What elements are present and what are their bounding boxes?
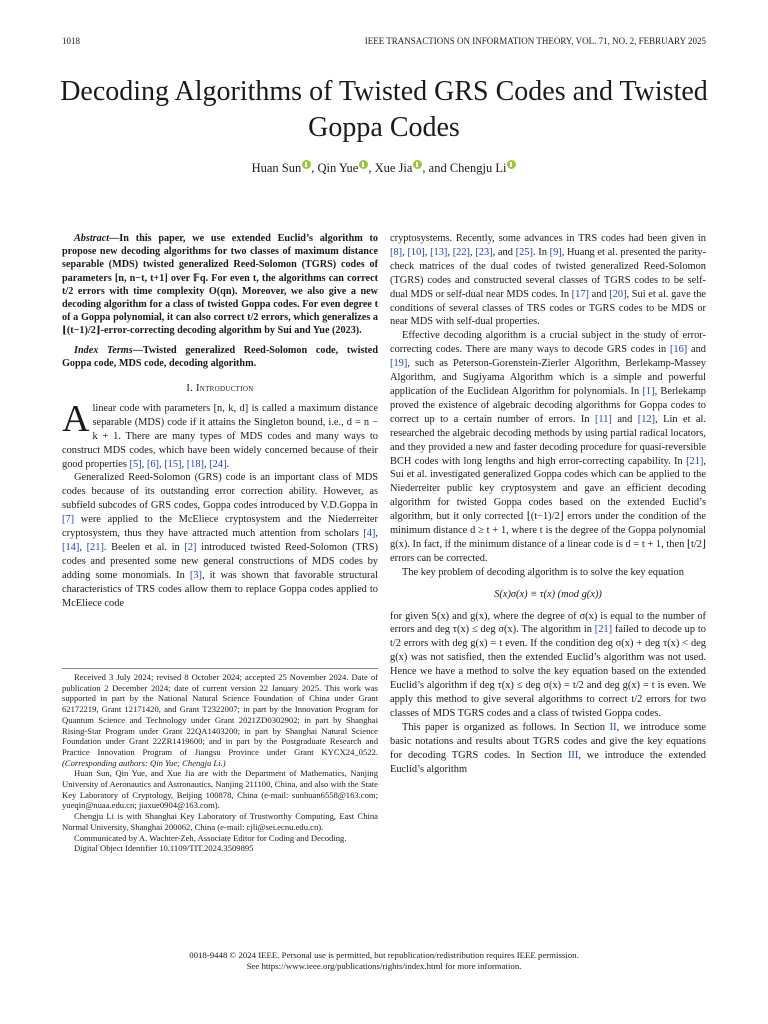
citation-link[interactable]: [21] (686, 455, 704, 467)
citation-link[interactable]: [14] (62, 542, 80, 553)
body-text: , (424, 246, 431, 258)
body-text: , (158, 458, 165, 470)
body-text: , (141, 458, 147, 470)
footnote-paragraph: Chengju Li is with Shanghai Key Laboratory of Trustworthy Computing, East China Normal University, Shanghai 200062, China (e-mail: cjli@sei.ecnu.edu.cn). (62, 811, 378, 832)
citation-link[interactable]: [16] (669, 344, 688, 356)
citation-link[interactable]: [6] (146, 458, 159, 470)
abstract-text: —In this paper, we use extended Euclid’s algorithm to propose new decoding algorithms for two classes of maximum distance separable (MDS) twisted generalized Reed-Solomon (TGRS) codes of parameters [n, n−t, t+1] over 𝔽q. For even t, the algorithms can correct t/2 errors with time complexity O(qn). Moreover, we also give a new decoding algorithm for a class of twisted Goppa codes. For even degree t of a Goppa polynomial, it can also correct t/2 errors, which generalizes a ⌊(t−1)/2⌋-error-correcting decoding algorithm by Sui and Yue (2023). (62, 233, 378, 337)
body-text: and (588, 288, 610, 300)
author-name: and Chengju Li (428, 161, 507, 175)
body-text: , (402, 246, 408, 258)
body-text: . Beelen et al. in (103, 542, 185, 553)
body-text: failed to decode up to t/2 errors with deg g(x) = t even. If the condition deg σ(x) + deg τ(x) < deg g(x) was not satisfied, then the extended Euclid’s algorithm was not used. Hence we have a method to solve the key equation based on the extended Euclid’s algorithm if deg τ(x) ≤ deg σ(x) = t/2 and deg g(x) = t is even. We apply this method to give several algorithms to correct t/2 errors for two classes of MDS TGRS codes and a class of twisted Goppa codes. (390, 624, 706, 719)
author-name: Huan Sun (251, 161, 302, 175)
body-text: , (181, 458, 187, 470)
footnote-text: Received 3 July 2024; revised 8 October 2024; accepted 25 November 2024. Date of publication 2 December 2024; date of current version 22 January 2025. This work was supported in part by the National Natural Science Foundation of China under Grant 62172219, Grant 12171420, and Grant T2322007; in part by the Innovation Program for Quantum Science and Technology under Grant 2021ZD0302902; in part by Shanghai Rising-Star Program under Grant 22QA1403200; in part by Shanghai Natural Science Foundation under Grant 22ZR1419600; and in part by the Postgraduate Research and Practice Innovation Program of Jiangsu Province under Grant KYCX24_0522. (62, 672, 378, 757)
section-title: Introduction (195, 383, 254, 395)
intro-paragraph (62, 471, 378, 610)
citation-link[interactable]: [8] (390, 246, 403, 258)
body-text: , (375, 528, 378, 540)
footnote-paragraph: Communicated by A. Wachter-Zeh, Associate Editor for Coding and Decoding. (74, 832, 347, 843)
body-text: , we introduce the extended Euclid’s algorithm (390, 749, 706, 775)
author-name: Qin Yue (317, 161, 359, 175)
index-terms-label: Index Terms (74, 344, 133, 356)
citation-link[interactable]: [9] (549, 246, 562, 258)
body-paragraph: The key problem of decoding algorithm is to solve the key equation (402, 566, 684, 578)
body-text: , Lin et al. researched the algebraic decoding methods by using partial radical locators, and they provided a new and faster decoding procedure for quasi-reversible BCH codes with long lengths and high error-correcting capability. In (390, 413, 706, 467)
body-text: and (687, 344, 706, 356)
copyright-line: 0018-9448 © 2024 IEEE. Personal use is permitted, but republication/redistribution requires IEEE permission. (189, 950, 579, 960)
citation-link[interactable]: [4] (363, 528, 376, 540)
body-text: , and (492, 246, 516, 258)
citation-link[interactable]: [2] (184, 542, 197, 553)
doi: Digital Object Identifier 10.1109/TIT.2024.3509895 (74, 843, 254, 854)
copyright-url[interactable]: See https://www.ieee.org/publications/rights/index.html for more information. (246, 961, 522, 971)
body-text: This paper is organized as follows. In Section (402, 721, 610, 733)
intro-paragraph (62, 397, 378, 472)
citation-link[interactable]: [25] (515, 246, 533, 258)
author-name: Xue Jia (374, 161, 413, 175)
citation-link[interactable]: [13] (430, 246, 448, 258)
footnote-paragraph: Huan Sun, Qin Yue, and Xue Jia are with the Department of Mathematics, Nanjing University of Aeronautics and Astronautics, Nanjing 211100, China, and also with the State Key Laboratory of Cryptology, Beijing 100878, China (e-mail: sunhuan6558@163.com; yueqin@nuaa.edu.cn; jiaxue0904@163.com). (62, 768, 378, 811)
index-terms-text: —Twisted generalized Reed-Solomon code, twisted Goppa code, MDS code, decoding algorithm. (62, 344, 378, 369)
citation-link[interactable]: [5] (129, 458, 142, 470)
journal-name: IEEE TRANSACTIONS ON INFORMATION THEORY, VOL. 71, NO. 2, FEBRUARY 2025 (364, 36, 706, 46)
body-text: , Huang et al. presented the parity-check matrices of the dual codes of twisted generalized Reed-Solomon (TGRS) codes and constructed several classes of TGRS codes to be self-dual MDS or self-dual near MDS codes. In (390, 246, 707, 300)
section-link[interactable]: III (567, 749, 579, 761)
left-column (62, 232, 378, 611)
right-column (390, 232, 706, 776)
footnote-paragraph (62, 672, 378, 768)
section-numeral: I. (186, 383, 196, 395)
body-text: . (226, 458, 230, 470)
body-text: , (447, 246, 453, 258)
author-list: Huan Sun , Qin Yue , Xue Jia , and Chengju Li (60, 160, 708, 176)
body-paragraph (390, 721, 706, 777)
citation-link[interactable]: [23] (475, 246, 493, 258)
body-text: . In (532, 246, 550, 258)
citation-link[interactable]: [19] (390, 358, 408, 370)
citation-link[interactable]: [10] (407, 246, 425, 258)
paper-title: Decoding Algorithms of Twisted GRS Codes and Twisted Goppa Codes (60, 76, 708, 143)
body-text: , (204, 458, 210, 470)
body-paragraph (390, 610, 706, 721)
citation-link[interactable]: [21] (86, 542, 104, 553)
citation-link[interactable]: [20] (609, 288, 627, 300)
body-text: were applied to the McEliece cryptosystem and the Niederreiter cryptosystem, thus they have attracted much attention from scholars (62, 514, 378, 540)
copyright-notice (62, 950, 706, 972)
drop-cap: A (62, 397, 90, 440)
citation-link[interactable]: [1] (642, 385, 655, 397)
body-text: for given S(x) and g(x), where the degree of σ(x) is equal to the number of errors and deg τ(x) ≤ deg σ(x). The algorithm in (390, 610, 706, 636)
body-text: , it was shown that favorable structural characteristics of TRS codes allow them to replace Goppa codes applied to McEliece code (62, 569, 378, 609)
body-text: , such as Peterson-Gorenstein-Zierler Algorithm, Berlekamp-Massey Algorithm, and Sugiyama Algorithm which is a simple and powerful application of the Euclidean Algorithm for polynomials. In (390, 358, 706, 397)
body-text: introduced twisted Reed-Solomon (TRS) codes and presented some new general constructions of MDS codes by adding some monomials. In (62, 542, 378, 581)
body-paragraph (390, 232, 706, 329)
citation-link[interactable]: [24] (209, 458, 227, 470)
citation-link[interactable]: [7] (62, 514, 75, 526)
footnote-rule (62, 668, 378, 669)
page-number: 1018 (62, 36, 80, 46)
body-text: , (79, 542, 87, 553)
section-heading (62, 382, 378, 396)
footnote (62, 668, 378, 854)
abstract (62, 232, 378, 338)
body-text: , Berlekamp proved the existence of algebraic decoding algorithms for Goppa codes to correct up to a certain number of errors. In (390, 385, 707, 425)
body-text: , Sui et al. investigated generalized Goppa codes which can be applied to the Niederreiter public key cryptosystem and gave an efficient decoding algorithm for twisted Goppa codes based on the extended Euclid’s algorithm, but it only corrected ⌊(t−1)/2⌋ errors under the condition of the minimum distance d ≥ t + 1, where t is the degree of the Goppa polynomial g(x). In fact, if the minimum distance of a linear code is d = t + 1, then ⌊t/2⌋ errors can be corrected. (390, 455, 706, 564)
body-text: Effective decoding algorithm is a crucial subject in the study of error-correcting codes. There are many ways to decode GRS codes in (390, 330, 706, 356)
citation-link[interactable]: [17] (571, 288, 589, 300)
citation-link[interactable]: [21] (594, 624, 613, 636)
abstract-label: Abstract (74, 233, 110, 244)
key-equation: S(x)σ(x) ≡ τ(x) (mod g(x)) (494, 588, 602, 600)
citation-link[interactable]: [12] (637, 413, 656, 425)
citation-link[interactable]: [22] (452, 246, 470, 258)
index-terms (62, 344, 378, 370)
corresponding-authors: (Corresponding authors: Qin Yue; Chengju Li.) (62, 757, 226, 768)
orcid-icon[interactable] (302, 160, 311, 169)
body-text: cryptosystems. Recently, some advances in TRS codes had been given in (390, 233, 706, 244)
body-paragraph (390, 329, 706, 565)
orcid-icon[interactable] (359, 160, 368, 169)
orcid-icon[interactable] (507, 160, 516, 169)
orcid-icon[interactable] (413, 160, 422, 169)
body-text: and (611, 413, 638, 425)
body-text: linear code with parameters [n, k, d] is called a maximum distance separable (MDS) code if it attains the Singleton bound, i.e., d = n − k + 1. There are many types of MDS codes and many ways to construct MDS codes, which have been widely concerned because of their good properties (62, 402, 378, 470)
citation-link[interactable]: [11] (594, 413, 612, 425)
body-text: , we introduce some basic notations and results about TGRS codes and give the key equations for decoding TGRS codes. In Section (390, 721, 706, 761)
body-text: , Sui et al. gave the conditions of several classes of TRS codes or TGRS codes to be MDS or near MDS with self-dual properties. (390, 288, 706, 328)
citation-link[interactable]: [3] (189, 569, 202, 581)
citation-link[interactable]: [15] (164, 458, 182, 470)
body-text: Generalized Reed-Solomon (GRS) code is an important class of MDS codes because of its outstanding error correction ability. However, as subfield subcodes of GRS codes, Goppa codes introduced by V.D.Goppa in (62, 472, 378, 512)
running-header (62, 36, 706, 50)
section-link[interactable]: II (609, 721, 617, 733)
citation-link[interactable]: [18] (186, 458, 205, 470)
body-text: , (470, 246, 476, 258)
